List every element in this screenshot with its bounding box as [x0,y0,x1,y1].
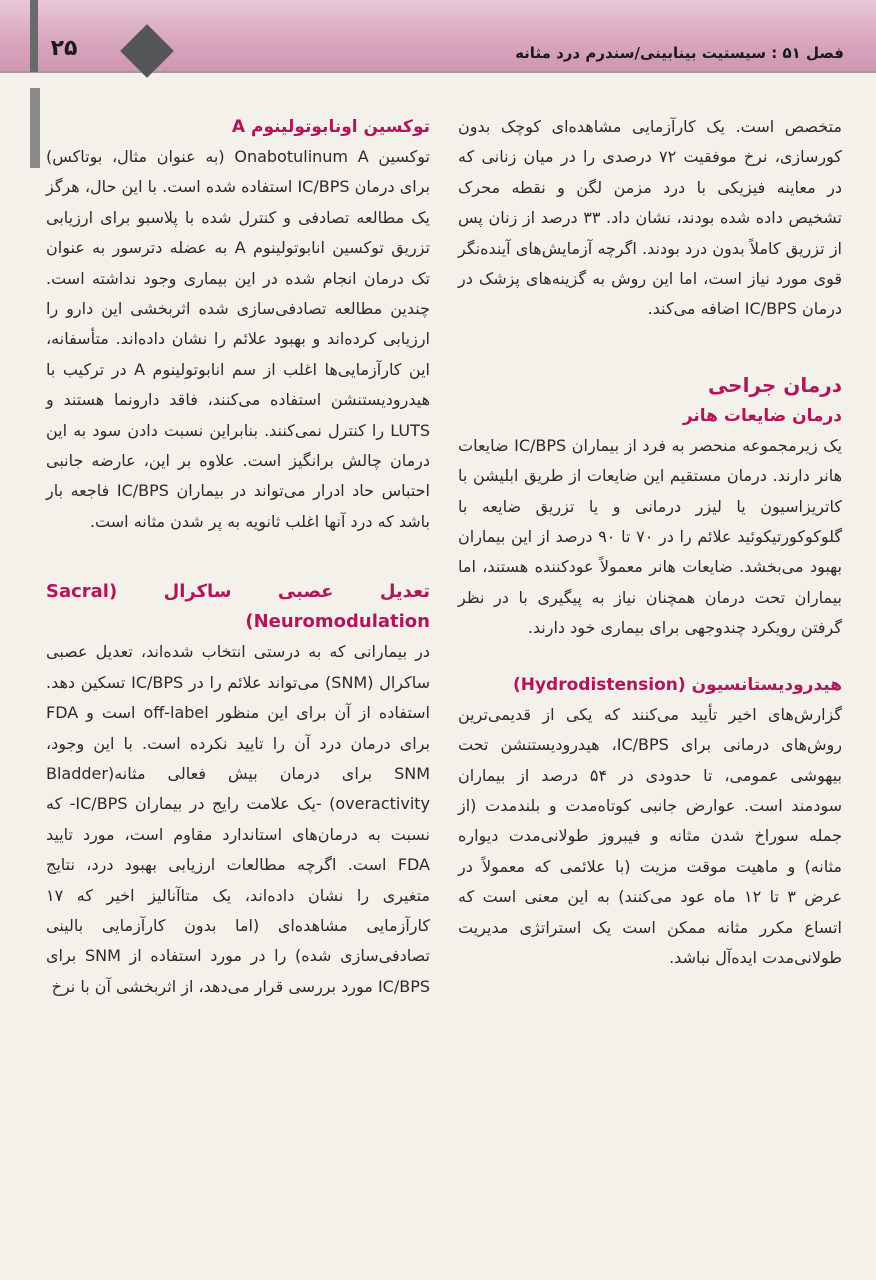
section-heading-surgery: درمان جراحی [707,372,842,397]
right-column [458,112,842,973]
botox-paragraph: توکسین Onabotulinum A (به عنوان مثال، بوتاکس) برای درمان IC/BPS استفاده شده است. با این حال، هرگز یک مطالعه تصادفی و کنترل شده با پلاسبو برای ارزیابی تزریق توکسین انابوتولینوم A به عضله دترسور به عنوان تک درمان انجام شده در این بیماری وجود نداشته است. چندین مطالعه تصادفی‌سازی شده اثربخشی این دارو را ارزیابی کرده‌اند و بهبود علائم را نشان داده‌اند. متأسفانه، این کارآزمایی‌ها اغلب از سم انابوتولینوم A در ترکیب با هیدرودیستنشن استفاده می‌کنند، فاقد دارونما هستند و LUTS را کنترل نمی‌کنند. بنابراین نسبت دادن سود به این درمان چالش برانگیز است. علاوه بر این، عارضه جانبی احتباس حاد ادرار می‌تواند در بیماران IC/BPS فاجعه بار باشد که درد آنها اغلب ثانویه به پر شدن مثانه است. [46,147,431,531]
margin-bar [30,0,38,72]
hunner-paragraph: یک زیرمجموعه منحصر به فرد از بیماران IC/BPS ضایعات هانر دارند. درمان مستقیم این ضایعات از طریق ابلیشن با کاتریزاسیون یا لیزر درمانی و یا تزریق ضایعه با گلوکوکورتیکوئید علائم را در ۷۰ تا ۹۰ درصد از این بیماران بهبود می‌بخشد. ضایعات هانر معمولاً عودکننده هستند، اما بیماران تحت درمان همچنان نیاز به پیگیری با در نظر گرفتن رویکرد چندوجهی برای بیماری خود دارند. [458,435,843,638]
subsection-heading-hydrodistension: هیدرودیستانسیون (Hydrodistension) [512,674,842,695]
header-divider [0,71,876,73]
page-number: ۲۵ [50,36,78,61]
left-column [46,112,430,1002]
intro-paragraph: متخصص است. یک کارآزمایی مشاهده‌ای کوچک بدون کورسازی، نرخ موفقیت ۷۲ درصدی را در میان زنانی که در معاینه فیزیکی با درد مزمن لگن و نقطه محرک تشخیص داده شده بودند، نشان داد. ۳۳ درصد از زنان پس از تزریق کاملاً بدون درد بودند. اگرچه آزمایش‌های آینده‌نگر قوی مورد نیاز است، اما این روش به گزینه‌های پزشک در درمان IC/BPS اضافه می‌کند. [458,117,842,319]
hydrodistension-paragraph: گزارش‌های اخیر تأیید می‌کنند که یکی از قدیمی‌ترین روش‌های درمانی برای IC/BPS، هیدرودیستنشن تحت بیهوشی عمومی، تا حدودی در ۵۴ درصد از بیماران سودمند است. عوارض جانبی کوتاه‌مدت و بلندمدت (از جمله سوراخ شدن مثانه و فیبروز طولانی‌مدت دیواره مثانه) و ماهیت موقت مزیت (با علائمی که معمولاً در عرض ۳ تا ۱۲ ماه عود می‌کنند) به این معنی است که اتساع مکرر مثانه ممکن است یک استراتژی مدیریت طولانی‌مدت ایده‌آل نباشد. [458,704,843,967]
subsection-heading-botox: توکسین اونابوتولینوم A [231,117,430,137]
sacral-paragraph: در بیمارانی که به درستی انتخاب شده‌اند، تعدیل عصبی ساکرال (SNM) می‌تواند علائم را در IC/BPS تسکین دهد. استفاده از آن برای این منظور off-label است و FDA برای درمان درد آن را تایید نکرده است. با این وجود، SNM برای درمان بیش فعالی مثانه(Bladder overactivity) -یک علامت رایج در بیماران IC/BPS- که نسبت به درمان‌های استاندارد مقاوم است، مورد تایید FDA است. اگرچه مطالعات ارزیابی بهبود درد، نتایج متغیری را نشان داده‌اند، یک متاآنالیز اخیر که ۱۷ کارآزمایی مشاهده‌ای (اما بدون کارآزمایی بالینی تصادفی‌سازی شده) را در مورد استفاده از SNM برای IC/BPS مورد بررسی قرار می‌دهد، از اثربخشی آن با نرخ [46,642,431,996]
chapter-title: فصل ۵۱ : سیستیت بینابینی/سندرم درد مثانه [515,44,844,62]
side-marker [30,88,40,168]
subsection-heading-sacral: تعدیل عصبی ساکرال (Sacral Neuromodulation) [46,581,430,633]
subsection-heading-hunner: درمان ضایعات هانر [682,405,842,426]
